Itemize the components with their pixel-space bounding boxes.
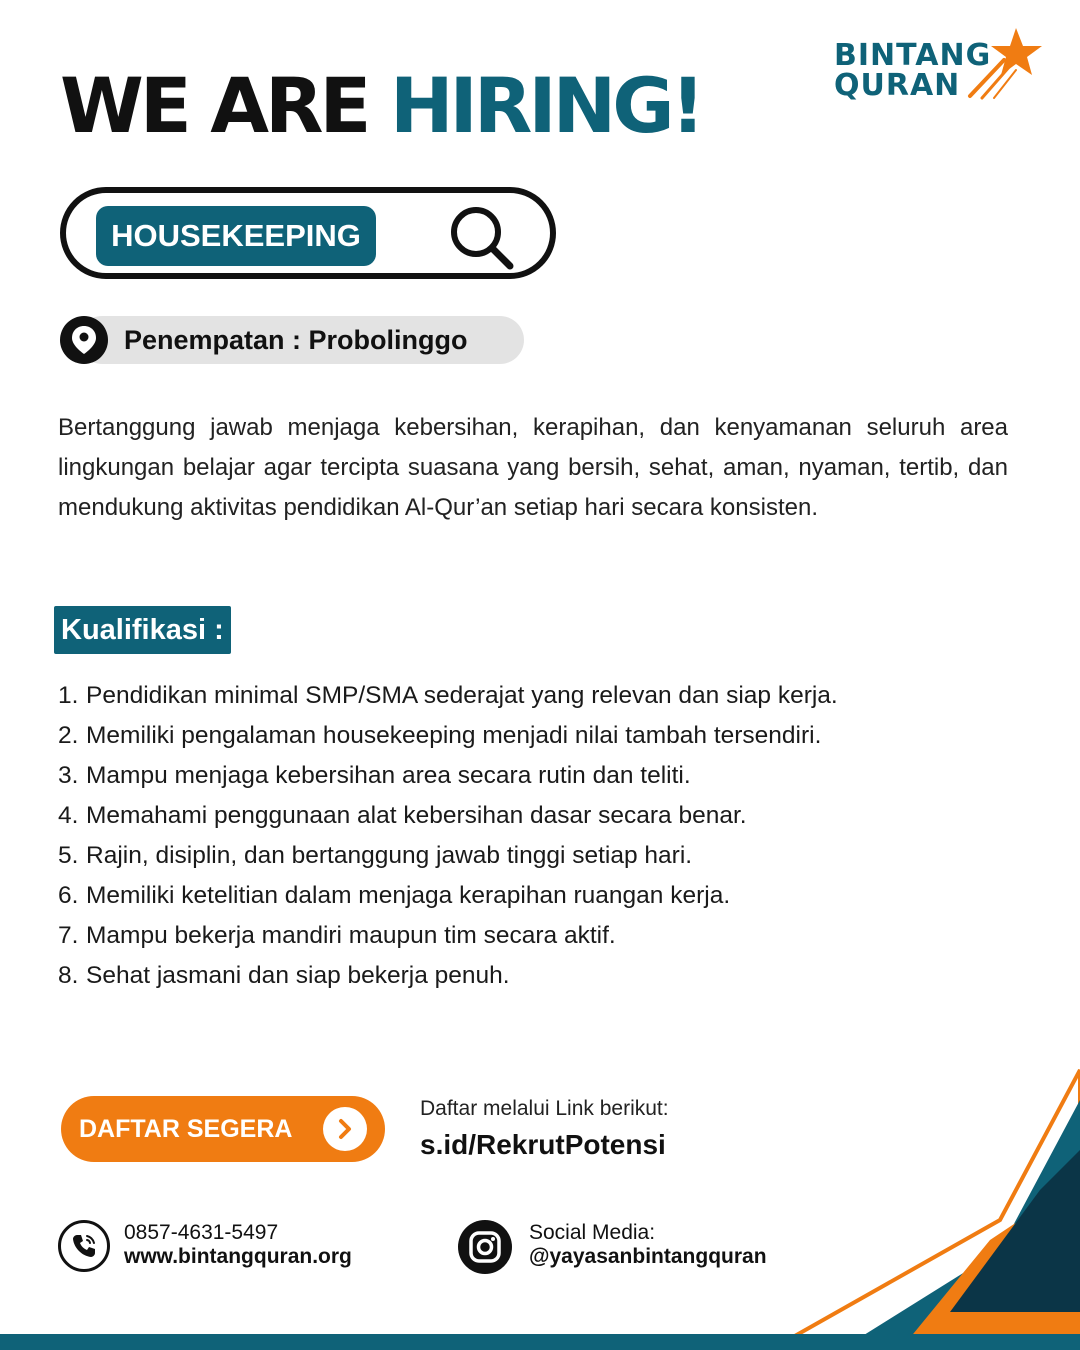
list-item: 2. Memiliki pengalaman housekeeping menjadi nilai tambah tersendiri. bbox=[58, 722, 822, 749]
list-item: 7. Mampu bekerja mandiri maupun tim secara aktif. bbox=[58, 922, 616, 949]
position-chip: HOUSEKEEPING bbox=[96, 206, 376, 266]
search-icon bbox=[446, 204, 518, 274]
list-item: 8. Sehat jasmani dan siap bekerja penuh. bbox=[58, 962, 510, 989]
daftar-segera-label: DAFTAR SEGERA bbox=[79, 1115, 293, 1143]
job-description: Bertanggung jawab menjaga kebersihan, kerapihan, dan kenyamanan seluruh area lingkungan belajar agar tercipta suasana yang bersih, sehat, aman, nyaman, tertib, dan mendukung aktivitas pendidikan Al-Qur’an setiap hari secara konsisten. bbox=[58, 414, 1008, 521]
registration-link[interactable]: s.id/RekrutPotensi bbox=[420, 1129, 666, 1160]
list-item: 1. Pendidikan minimal SMP/SMA sederajat yang relevan dan siap kerja. bbox=[58, 682, 838, 709]
logo-line2: QURAN bbox=[834, 68, 961, 103]
list-item: 5. Rajin, disiplin, dan bertanggung jawab tinggi setiap hari. bbox=[58, 842, 693, 869]
logo-line1: BINTANG bbox=[834, 38, 992, 73]
headline-part2: HIRING! bbox=[389, 61, 702, 150]
phone-number[interactable]: 0857-4631-5497 bbox=[124, 1221, 279, 1244]
list-item: 3. Mampu menjaga kebersihan area secara rutin dan teliti. bbox=[58, 762, 691, 789]
location-text: Penempatan : Probolinggo bbox=[124, 325, 468, 355]
chevron-right-icon bbox=[323, 1107, 367, 1151]
bottom-bar bbox=[0, 1334, 1080, 1350]
website-link[interactable]: www.bintangquran.org bbox=[124, 1245, 352, 1268]
social-label: Social Media: bbox=[529, 1221, 656, 1244]
social-handle[interactable]: @yayasanbintangquran bbox=[529, 1245, 767, 1268]
registration-label: Daftar melalui Link berikut: bbox=[420, 1097, 669, 1120]
star-icon bbox=[964, 26, 1048, 102]
daftar-segera-button[interactable] bbox=[61, 1096, 385, 1162]
list-item: 6. Memiliki ketelitian dalam menjaga kerapihan ruangan kerja. bbox=[58, 882, 731, 909]
headline bbox=[60, 58, 701, 154]
location-pin-icon bbox=[60, 316, 108, 364]
qualifications-title: Kualifikasi : bbox=[54, 606, 231, 654]
location-badge bbox=[60, 316, 524, 364]
list-item: 4. Memahami penggunaan alat kebersihan dasar secara benar. bbox=[58, 802, 747, 829]
headline-part1: WE ARE bbox=[60, 61, 368, 150]
logo bbox=[834, 26, 1050, 106]
phone-icon bbox=[58, 1220, 110, 1272]
instagram-icon bbox=[458, 1220, 512, 1274]
qualifications-list bbox=[58, 676, 838, 996]
